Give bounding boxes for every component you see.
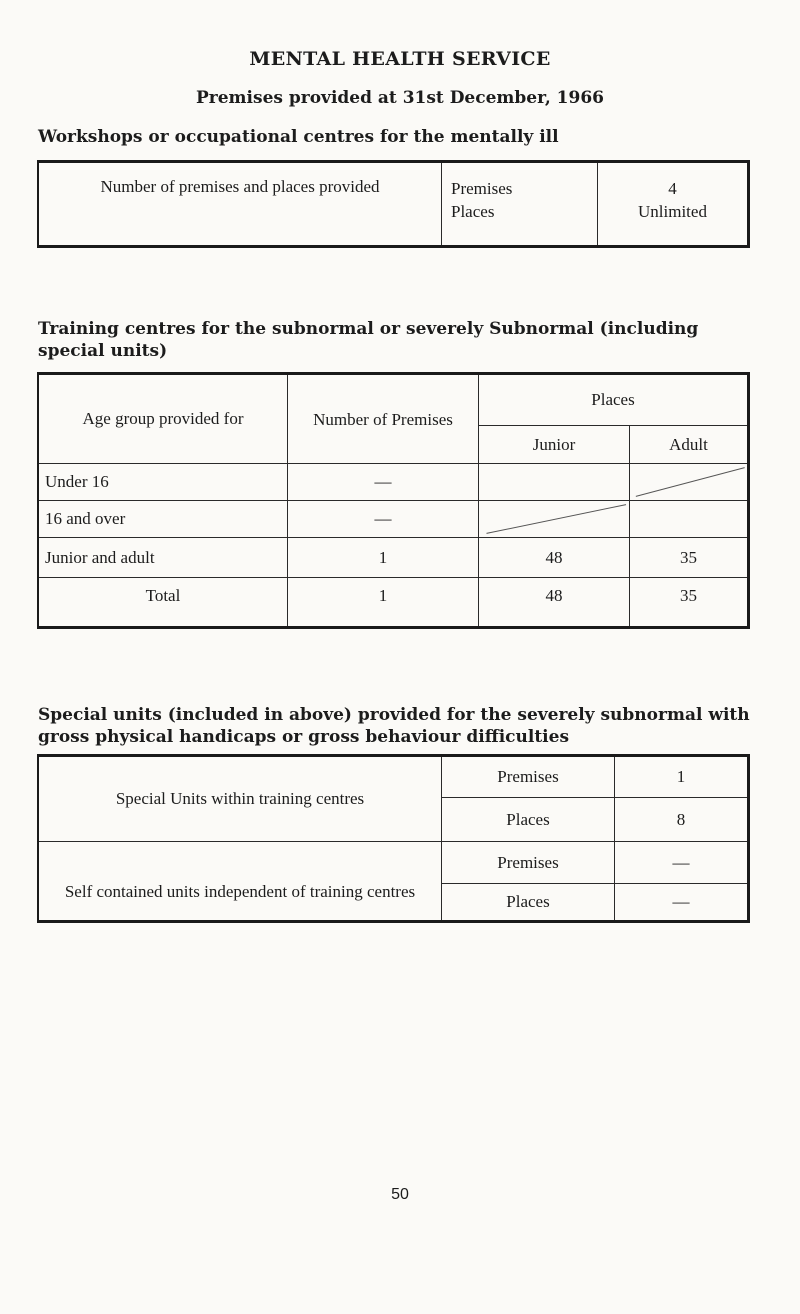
workshops-values <box>598 162 749 247</box>
row-age-group: Under 16 <box>38 464 288 501</box>
row-age-group: Junior and adult <box>38 538 288 578</box>
header-junior: Junior <box>479 426 630 464</box>
special-item-label: Places <box>442 798 615 842</box>
row-junior <box>479 464 630 501</box>
row-adult: 35 <box>630 538 749 578</box>
page-number: 50 <box>391 1186 409 1203</box>
header-adult: Adult <box>630 426 749 464</box>
workshops-row-label: Number of premises and places provided <box>38 162 442 247</box>
row-premises: — <box>288 501 479 538</box>
special-table <box>37 754 750 923</box>
header-number-of-premises: Number of Premises <box>288 374 479 464</box>
workshops-value-premises: 4 <box>668 179 677 198</box>
row-junior-crossed <box>479 501 630 538</box>
total-junior: 48 <box>479 578 630 628</box>
workshops-items <box>442 162 598 247</box>
special-item-value: 1 <box>615 756 749 798</box>
workshops-item-places: Places <box>451 202 495 221</box>
special-group-label: Special Units within training centres <box>38 756 442 842</box>
row-age-group: 16 and over <box>38 501 288 538</box>
workshops-heading: Workshops or occupational centres for the mentally ill <box>38 127 559 147</box>
special-item-label: Premises <box>442 842 615 884</box>
special-item-value: — <box>615 884 749 922</box>
total-adult: 35 <box>630 578 749 628</box>
diagonal-strike <box>479 501 629 537</box>
special-item-label: Premises <box>442 756 615 798</box>
special-item-value: 8 <box>615 798 749 842</box>
total-label: Total <box>38 578 288 628</box>
workshops-item-premises: Premises <box>451 179 513 198</box>
row-adult-crossed <box>630 464 749 501</box>
page-subtitle: Premises provided at 31st December, 1966 <box>196 88 604 108</box>
row-adult <box>630 501 749 538</box>
row-premises: — <box>288 464 479 501</box>
page-title: MENTAL HEALTH SERVICE <box>249 48 551 70</box>
workshops-value-places: Unlimited <box>638 202 707 221</box>
special-heading: Special units (included in above) provided for the severely subnormal with gross physical handicaps or gross behaviour difficulties <box>38 705 750 747</box>
special-group-label: Self contained units independent of training centres <box>38 842 442 922</box>
training-heading: Training centres for the subnormal or severely Subnormal (including special units) <box>38 319 699 361</box>
table-row <box>38 538 749 578</box>
row-premises: 1 <box>288 538 479 578</box>
diagonal-strike <box>630 464 747 500</box>
total-row <box>38 578 749 628</box>
total-premises: 1 <box>288 578 479 628</box>
table-row <box>38 464 749 501</box>
header-age-group: Age group provided for <box>38 374 288 464</box>
special-item-value: — <box>615 842 749 884</box>
workshops-table <box>37 160 750 248</box>
special-item-label: Places <box>442 884 615 922</box>
row-junior: 48 <box>479 538 630 578</box>
training-table <box>37 372 750 629</box>
table-row <box>38 501 749 538</box>
header-places: Places <box>479 374 749 426</box>
